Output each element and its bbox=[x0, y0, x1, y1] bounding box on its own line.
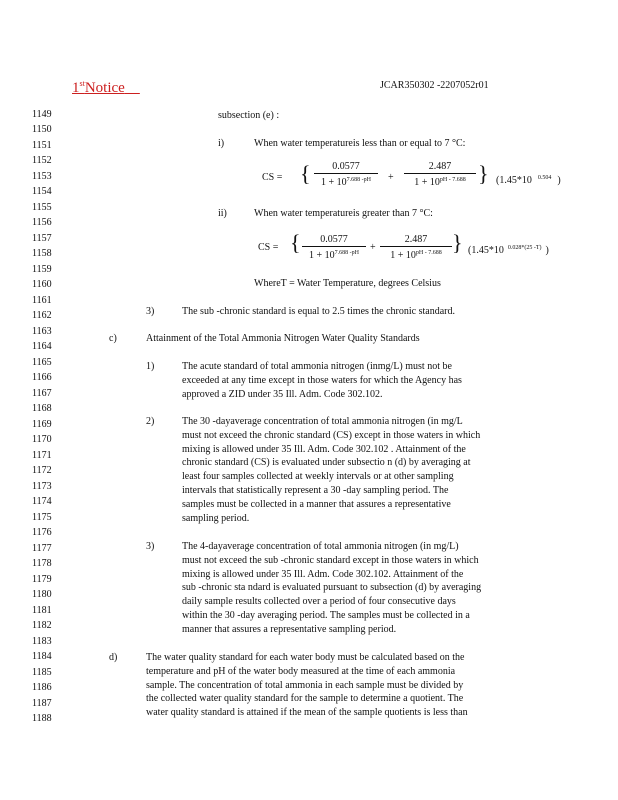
line-number: 1159 bbox=[32, 263, 52, 275]
line-number: 1177 bbox=[32, 542, 52, 554]
line-number: 1172 bbox=[32, 465, 52, 477]
line-number: 1150 bbox=[32, 124, 52, 136]
paragraph-line: exceeded at any time except in those waters for which the Agency has bbox=[182, 374, 462, 386]
line-number: 1174 bbox=[32, 496, 52, 508]
eq1-plus: + bbox=[388, 172, 394, 183]
paragraph-line: samples must be collected in a manner that assures a representative bbox=[182, 498, 451, 510]
where-definition: WhereT = Water Temperature, degrees Celsius bbox=[254, 278, 441, 289]
line-number: 1178 bbox=[32, 558, 52, 570]
paragraph-line: temperature and pH of the water body measured at the time of each ammonia bbox=[146, 665, 456, 677]
section-d-label: d) bbox=[109, 652, 118, 663]
eq1-f1-numerator: 0.0577 bbox=[332, 161, 360, 172]
line-number: 1184 bbox=[32, 651, 52, 663]
line-number: 1183 bbox=[32, 635, 52, 647]
item-ii-label: ii) bbox=[218, 208, 227, 219]
eq1-f2-numerator: 2.487 bbox=[428, 161, 452, 172]
paragraph-line: manner that assures a representative sampling period. bbox=[182, 623, 397, 635]
item-ii-text: When water temperatureis greater than 7 °C: bbox=[254, 208, 433, 219]
eq2-f2-numerator: 2.487 bbox=[404, 234, 428, 245]
line-number: 1149 bbox=[32, 109, 52, 120]
line-number: 1171 bbox=[32, 449, 52, 461]
eq1-left-brace: { bbox=[300, 161, 311, 186]
eq2-f1-denominator: $1 + 10^{7.688 -pH}$ bbox=[309, 250, 359, 261]
line-number: 1167 bbox=[32, 387, 52, 399]
fraction-bar bbox=[302, 246, 366, 247]
paragraph-line: The 4-dayaverage concentration of total ammonia nitrogen (in mg/L) bbox=[182, 541, 459, 552]
line-number: 1188 bbox=[32, 713, 52, 724]
fraction-bar bbox=[314, 173, 378, 174]
eq1-lhs: CS = bbox=[262, 172, 283, 183]
line-number: 1157 bbox=[32, 232, 52, 244]
paragraph-line: approved a ZID under 35 Ill. Adm. Code 302.102. bbox=[182, 388, 383, 400]
line-number: 1166 bbox=[32, 372, 52, 384]
paragraph-line: chronic standard (CS) is evaluated under subsectio n (d) by averaging at bbox=[182, 457, 471, 469]
eq2-plus: + bbox=[370, 242, 376, 253]
line-number: 1176 bbox=[32, 527, 52, 539]
eq1-factor: (1.45*10 $^{0.504}$ ) bbox=[496, 175, 561, 186]
document-id: JCAR350302 -2207052r01 bbox=[380, 80, 489, 91]
line-number: 1179 bbox=[32, 573, 52, 585]
line-number: 1156 bbox=[32, 217, 52, 229]
eq1-fraction-2 bbox=[404, 161, 476, 188]
line-number: 1186 bbox=[32, 682, 52, 694]
subsection-ref: subsection (e) : bbox=[218, 110, 280, 121]
line-number: 1185 bbox=[32, 666, 52, 678]
item-3-label: 3) bbox=[146, 306, 155, 317]
line-number: 1158 bbox=[32, 248, 52, 260]
eq2-lhs: CS = bbox=[258, 242, 279, 253]
item-i-text: When water temperatureis less than or equal to 7 °C: bbox=[254, 138, 466, 149]
paragraph-line: mixing is allowed under 35 Ill. Adm. Code 302.102 . Attainment of the bbox=[182, 443, 466, 455]
item-3-text: The sub -chronic standard is equal to 2.5 times the chronic standard. bbox=[182, 306, 455, 317]
line-number: 1152 bbox=[32, 155, 52, 167]
line-number: 1161 bbox=[32, 294, 52, 306]
section-c-label: c) bbox=[109, 333, 117, 344]
paragraph-line: within the 30 -day averaging period. The samples must be collected in a bbox=[182, 610, 470, 621]
line-number: 1175 bbox=[32, 511, 52, 523]
line-number: 1164 bbox=[32, 341, 52, 353]
paragraph-line: sub -chronic sta ndard is evaluated pursuant to subsection (d) by averaging bbox=[182, 582, 482, 594]
paragraph-line: the collected water quality standard for the sample to determine a quotient. The bbox=[146, 693, 464, 705]
eq2-f2-denominator: $1 + 10^{pH - 7.688}$ bbox=[390, 250, 442, 261]
paragraph-line: daily sample results collected over a period of four consecutive days bbox=[182, 596, 456, 608]
line-number: 1168 bbox=[32, 403, 52, 415]
c3-label: 3) bbox=[146, 541, 155, 552]
eq2-right-brace: } bbox=[452, 230, 463, 255]
line-number: 1153 bbox=[32, 170, 52, 182]
line-number: 1181 bbox=[32, 604, 52, 616]
eq2-left-brace: { bbox=[290, 230, 301, 255]
paragraph-line: sampling period. bbox=[182, 512, 250, 524]
paragraph-line: must not exceed the sub -chronic standard except in those waters in which bbox=[182, 554, 479, 566]
eq2-factor: (1.45*10 $^{0.028*(25 -T)}$ ) bbox=[468, 245, 549, 256]
line-number: 1187 bbox=[32, 697, 52, 709]
paragraph-line: The acute standard of total ammonia nitrogen (inmg/L) must not be bbox=[182, 361, 452, 372]
paragraph-line: sample. The concentration of total ammonia in each sample must be divided by bbox=[146, 679, 464, 691]
paragraph-line: intervals that statistically represent a 30 -day sampling period. The bbox=[182, 485, 449, 496]
eq2-fraction-2 bbox=[380, 234, 452, 261]
line-number: 1162 bbox=[32, 310, 52, 322]
line-number: 1151 bbox=[32, 139, 52, 151]
fraction-bar bbox=[380, 246, 452, 247]
paragraph-line: least four samples collected at weekly intervals or at other sampling bbox=[182, 471, 454, 483]
line-number: 1180 bbox=[32, 589, 52, 601]
line-number: 1169 bbox=[32, 418, 52, 430]
line-number: 1165 bbox=[32, 356, 52, 368]
item-i-label: i) bbox=[218, 138, 225, 149]
line-number: 1182 bbox=[32, 620, 52, 632]
paragraph-line: must not exceed the chronic standard (CS) except in those waters in which bbox=[182, 429, 481, 441]
eq1-right-brace: } bbox=[478, 161, 489, 186]
fraction-bar bbox=[404, 173, 476, 174]
paragraph-line: The 30 -dayaverage concentration of total ammonia nitrogen (in mg/L bbox=[182, 416, 463, 427]
c1-label: 1) bbox=[146, 361, 155, 372]
c2-label: 2) bbox=[146, 416, 155, 427]
eq1-fraction-1 bbox=[314, 161, 378, 188]
paragraph-line: mixing is allowed under 35 Ill. Adm. Code 302.102. Attainment of the bbox=[182, 568, 464, 580]
section-c-heading: Attainment of the Total Ammonia Nitrogen Water Quality Standards bbox=[146, 333, 420, 344]
notice-title: 1stNotice bbox=[72, 79, 125, 96]
eq2-f1-numerator: 0.0577 bbox=[320, 234, 348, 245]
line-number: 1170 bbox=[32, 434, 52, 446]
eq2-fraction-1 bbox=[302, 234, 366, 261]
eq1-f2-denominator: $1 + 10^{pH - 7.688}$ bbox=[414, 177, 466, 188]
paragraph-line: water quality standard is attained if the mean of the sample quotients is less than bbox=[146, 707, 468, 719]
line-number: 1155 bbox=[32, 201, 52, 213]
line-number: 1173 bbox=[32, 480, 52, 492]
line-number: 1154 bbox=[32, 186, 52, 198]
line-number: 1163 bbox=[32, 325, 52, 337]
line-number: 1160 bbox=[32, 279, 52, 291]
paragraph-line: The water quality standard for each water body must be calculated based on the bbox=[146, 652, 465, 663]
eq1-f1-denominator: $1 + 10^{7.688 -pH}$ bbox=[321, 177, 371, 188]
